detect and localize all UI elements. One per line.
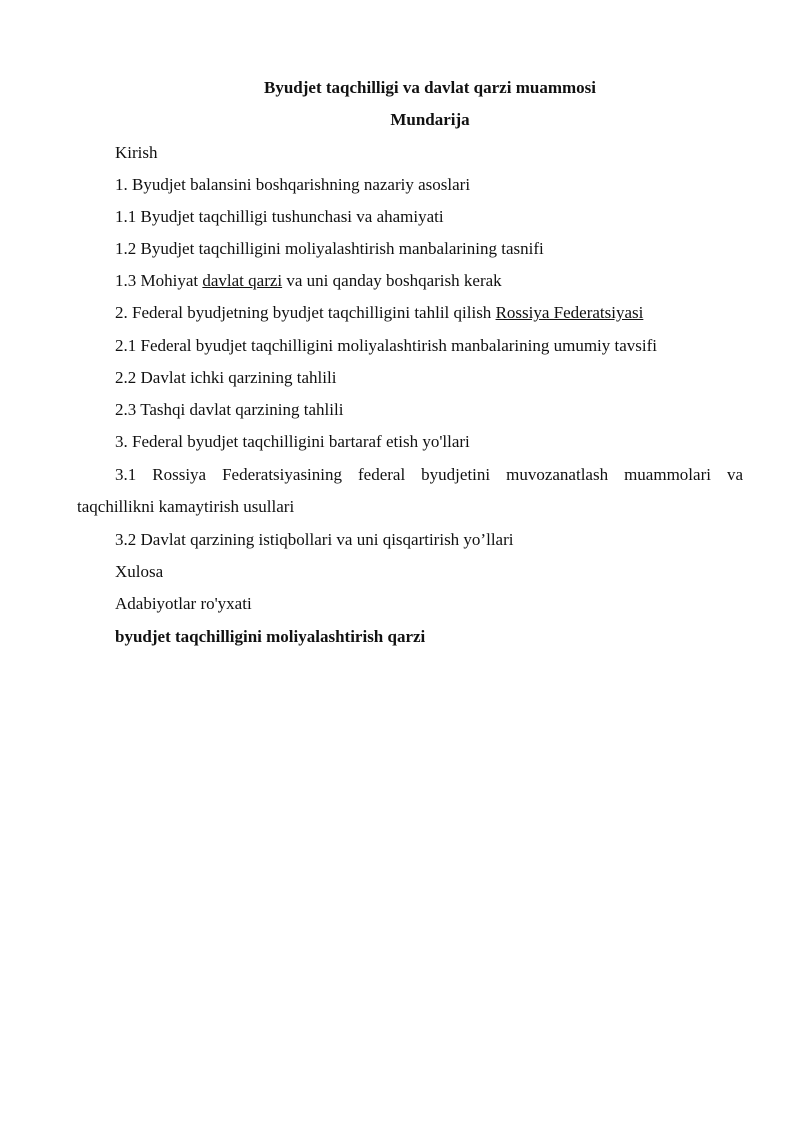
toc-heading: Mundarija [390,110,470,129]
davlat-qarzi-link[interactable]: davlat qarzi [202,271,283,290]
toc-item-2-3[interactable]: 2.3 Tashqi davlat qarzining tahlili [115,400,344,419]
toc-item-2 [115,303,643,323]
toc-item-3[interactable]: 3. Federal byudjet taqchilligini bartaraf etish yo'llari [115,432,470,451]
toc-item-3-1-line2[interactable]: taqchillikni kamaytirish usullari [77,497,295,516]
document-title: Byudjet taqchilligi va davlat qarzi muammosi [264,78,596,97]
toc-item-1-3 [115,271,502,291]
toc-item-references[interactable]: Adabiyotlar ro'yxati [115,594,252,613]
toc-item-2-2[interactable]: 2.2 Davlat ichki qarzining tahlili [115,368,337,387]
toc-item-3-2[interactable]: 3.2 Davlat qarzining istiqbollari va uni qisqartirish yo’llari [115,530,514,549]
toc-item-1-1[interactable]: 1.1 Byudjet taqchilligi tushunchasi va ahamiyati [115,207,444,226]
toc-item-1-3-suffix: va uni qanday boshqarish kerak [282,271,502,290]
toc-item-1-2[interactable]: 1.2 Byudjet taqchilligini moliyalashtirish manbalarining tasnifi [115,239,544,258]
toc-item-introduction[interactable]: Kirish [115,143,158,162]
toc-item-conclusion[interactable]: Xulosa [115,562,164,581]
toc-item-2-1[interactable]: 2.1 Federal byudjet taqchilligini moliyalashtirish manbalarining umumiy tavsifi [115,336,658,355]
keywords-line: byudjet taqchilligini moliyalashtirish qarzi [115,627,426,646]
toc-item-1[interactable]: 1. Byudjet balansini boshqarishning nazariy asoslari [115,175,471,194]
toc-item-2-prefix: 2. Federal byudjetning byudjet taqchilligini tahlil qilish [115,303,496,322]
toc-item-1-3-prefix: 1.3 Mohiyat [115,271,203,290]
toc-item-3-1-line1[interactable]: 3.1 Rossiya Federatsiyasining federal byudjetini muvozanatlash muammolari va [115,465,743,484]
rossiya-federatsiyasi-link[interactable]: Rossiya Federatsiyasi [495,303,644,322]
